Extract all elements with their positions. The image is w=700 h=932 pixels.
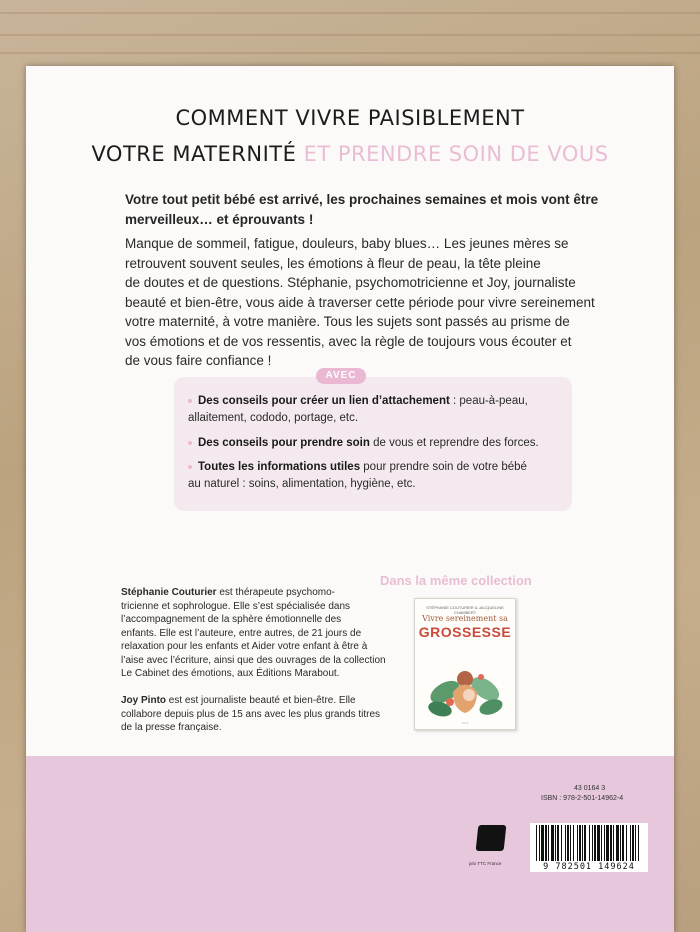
- bullet-1: Des conseils pour créer un lien d’attachement : peau-à-peau, allaitement, cododo, portage, etc.: [188, 395, 528, 424]
- title-line-2: [26, 142, 674, 166]
- bullet-2: Des conseils pour prendre soin de vous et reprendre des forces.: [188, 435, 558, 452]
- isbn: ISBN : 978-2-501-14962-4: [541, 795, 624, 802]
- title-dark: VOTRE MATERNITÉ: [91, 142, 297, 166]
- product-code: 43 0164 3: [574, 785, 606, 792]
- bio-stephanie: Stéphanie Couturier est thérapeute psychomo- tricienne et sophrologue. Elle s’est spécialisée dans l’accompagnement de la sphère émotionnelle des enfants. Elle est l’auteure, entre autres, de 21 jours de relaxation pour les enfants et Aider votre enfant à être à l’aise avec l’écriture, ainsi que des ouvrages de la collection Le Cabinet des émotions, aux Éditions Marabout. Joy Pinto est est journaliste beauté et bien-être. Elle collabore depuis plus de 15 ans avec les plus grands titres de la presse française.: [121, 587, 386, 733]
- title-accent: ET PRENDRE SOIN DE VOUS: [303, 142, 609, 166]
- publisher-logo-icon: [476, 825, 507, 851]
- barcode-digits: 9 782501 149624: [530, 862, 648, 872]
- body-text: Manque de sommeil, fatigue, douleurs, baby blues… Les jeunes mères se retrouvent souvent seules, les émotions à fleur de peau, la tête pleine de doutes et de questions. Stéphanie, psychomotricienne et Joy, journaliste beauté et bien-être, vous aide à traverser cette période pour vivre sereinement votre maternité, à votre manière. Tous les sujets sont passés au prisme de vos émotions et de vos ressentis, avec la règle de toujours vous écouter et de vous faire confiance !: [125, 236, 595, 368]
- price-label: prix TTC France: [469, 861, 502, 866]
- avec-tag: AVEC: [316, 368, 366, 384]
- collection-heading: Dans la même collection: [380, 573, 532, 588]
- bullet-3: Toutes les informations utiles pour prendre soin de votre bébé au naturel : soins, alimentation, hygiène, etc.: [188, 461, 527, 490]
- collection-book-cover: STÉPHANIE COUTURIER & JACQUELINE CHAMBERT Vivre sereinement sa GROSSESSE • • •: [414, 598, 516, 730]
- book-back-cover: [26, 66, 674, 932]
- mother-illustration-icon: [415, 647, 515, 727]
- intro-text: Votre tout petit bébé est arrivé, les prochaines semaines et mois vont être merveilleux… et éprouvants !: [125, 192, 599, 227]
- barcode-bars-icon: [530, 823, 648, 863]
- title-line-1: COMMENT VIVRE PAISIBLEMENT: [175, 106, 525, 130]
- barcode: [530, 823, 648, 863]
